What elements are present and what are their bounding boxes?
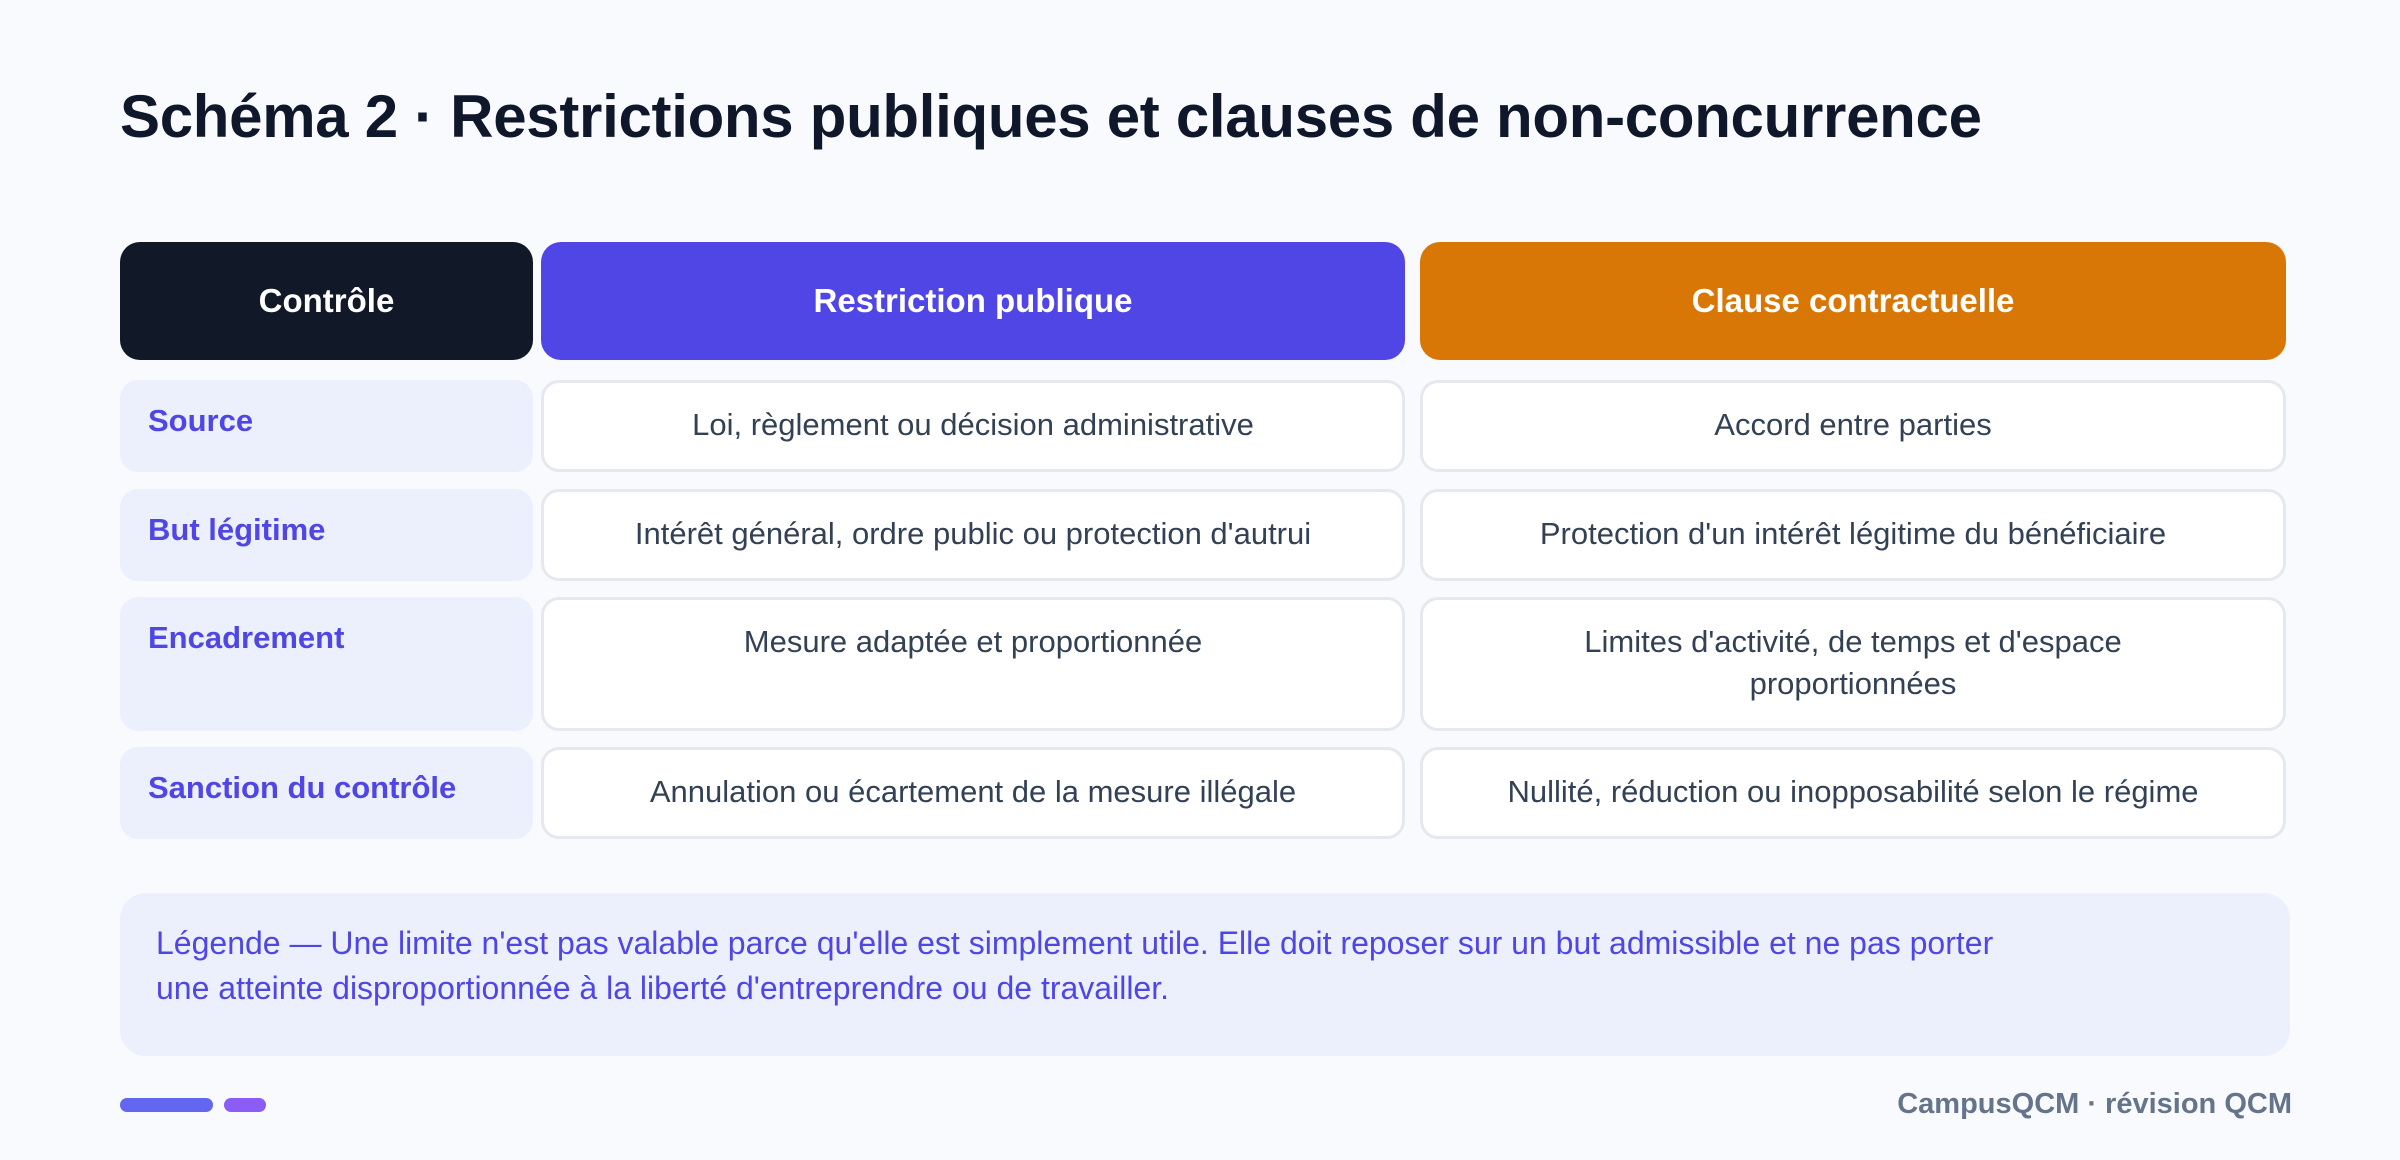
row-label-text: Encadrement bbox=[148, 620, 345, 655]
row-label-sanction bbox=[120, 747, 533, 839]
cell-text: Nullité, réduction ou inopposabilité selon le régime bbox=[1507, 774, 2199, 809]
cell-text-line-2: proportionnées bbox=[1749, 666, 1957, 701]
cell-text: Loi, règlement ou décision administrative bbox=[692, 407, 1254, 442]
cell-source-contract bbox=[1420, 380, 2286, 472]
page-title: Schéma 2 · Restrictions publiques et clauses de non-concurrence bbox=[120, 83, 1982, 150]
cell-sanction-public bbox=[541, 747, 1405, 839]
row-label-legitimate-aim bbox=[120, 489, 533, 581]
cell-text: Annulation ou écartement de la mesure illégale bbox=[649, 774, 1297, 809]
header-control-label: Contrôle bbox=[258, 282, 395, 319]
cell-source-public bbox=[541, 380, 1405, 472]
cell-framework-contract bbox=[1420, 597, 2286, 731]
legend-line-2: une atteinte disproportionnée à la liberté d'entreprendre ou de travailler. bbox=[156, 970, 1169, 1006]
cell-text: Intérêt général, ordre public ou protection d'autrui bbox=[634, 516, 1312, 551]
row-label-text: Source bbox=[148, 403, 254, 438]
row-label-source bbox=[120, 380, 533, 472]
row-label-framework bbox=[120, 597, 533, 731]
cell-sanction-contract bbox=[1420, 747, 2286, 839]
cell-text: Mesure adaptée et proportionnée bbox=[743, 624, 1203, 659]
header-contract-clause bbox=[1420, 242, 2286, 360]
row-label-text: Sanction du contrôle bbox=[148, 770, 457, 805]
accent-pill-long bbox=[120, 1098, 213, 1112]
header-public-restriction-label: Restriction publique bbox=[813, 282, 1133, 319]
cell-legitimate-aim-public bbox=[541, 489, 1405, 581]
legend-box bbox=[120, 893, 2290, 1056]
cell-text: Protection d'un intérêt légitime du bénéficiaire bbox=[1539, 516, 2167, 551]
header-contract-clause-label: Clause contractuelle bbox=[1691, 282, 2015, 319]
cell-text-line-1: Limites d'activité, de temps et d'espace bbox=[1584, 624, 2122, 659]
cell-framework-public bbox=[541, 597, 1405, 731]
legend-line-1: Légende — Une limite n'est pas valable parce qu'elle est simplement utile. Elle doit reposer sur un but admissible et ne pas porter bbox=[156, 925, 1994, 961]
cell-legitimate-aim-contract bbox=[1420, 489, 2286, 581]
header-public-restriction bbox=[541, 242, 1405, 360]
header-control bbox=[120, 242, 533, 360]
cell-text: Accord entre parties bbox=[1714, 407, 1992, 442]
footer-brand: CampusQCM · révision QCM bbox=[1897, 1088, 2292, 1120]
row-label-text: But légitime bbox=[148, 512, 326, 547]
accent-pill-short bbox=[224, 1098, 266, 1112]
